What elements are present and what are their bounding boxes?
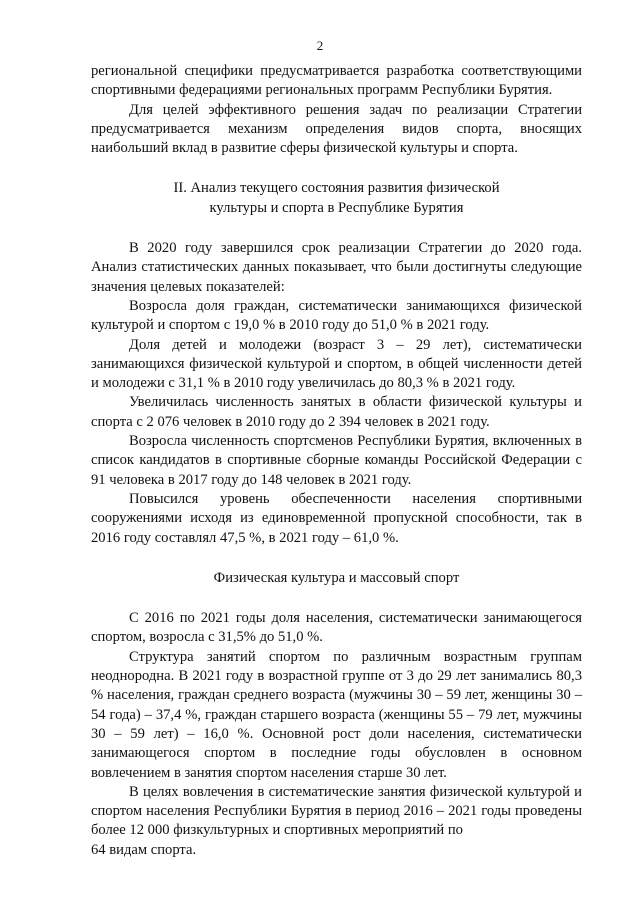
paragraph: Структура занятий спортом по различным возрастным группам неоднородна. В 2021 году в возрастной группе от 3 до 29 лет занимались 80,3 % населения, граждан среднего возраста (мужчины 30 – 59 лет, женщины 30 –54 года) – 37,4 %, граждан старшего возраста (женщины 55 – 79 лет, мужчины 30 – 59 лет) – 16,0 %. Основной рост доли населения, систематически занимающегося спортом в последние годы обусловлен в основном вовлечением в занятия спортом населения старше 30 лет. xyxy=(91,648,582,781)
subsection-heading: Физическая культура и массовый спорт xyxy=(213,569,460,586)
paragraph: 64 видам спорта. xyxy=(91,841,197,858)
paragraph: В целях вовлечения в систематические занятия физической культурой и спортом населения Республики Бурятия в период 2016 – 2021 годы проведены более 12 000 физкультурных и спортивных мероприятий по xyxy=(91,783,582,839)
section-heading-line: культуры и спорта в Республике Бурятия xyxy=(209,199,464,216)
paragraph: Возросла численность спортсменов Республики Бурятия, включенных в список кандидатов в спортивные сборные команды Российской Федерации с 91 человека в 2017 году до 148 человек в 2021 году. xyxy=(91,433,582,488)
paragraph: Для целей эффективного решения задач по реализации Стратегии предусматривается механизм определения видов спорта, вносящих наибольший вклад в развитие сферы физической культуры и спорта. xyxy=(91,101,582,157)
paragraph: Доля детей и молодежи (возраст 3 – 29 лет), систематически занимающихся физической культурой и спортом, в общей численности детей и молодежи с 31,1 % в 2010 году увеличилась до 80,3 % в 2021 году. xyxy=(91,336,582,392)
page-number: 2 xyxy=(316,38,324,53)
paragraph: Увеличилась численность занятых в области физической культуры и спорта с 2 076 человек в 2010 году до 2 394 человек в 2021 году. xyxy=(91,394,582,430)
paragraph: Возросла доля граждан, систематически занимающихся физической культурой и спортом с 19,0 % в 2010 году до 51,0 % в 2021 году. xyxy=(91,297,582,334)
section-heading-line: II. Анализ текущего состояния развития физической xyxy=(173,180,500,197)
paragraph: Повысился уровень обеспеченности населения спортивными сооружениями исходя из единовременной пропускной способности, так в 2016 году составлял 47,5 %, в 2021 году – 61,0 %. xyxy=(91,490,582,546)
document-body xyxy=(91,62,582,860)
paragraph: региональной специфики предусматривается разработка соответствующими спортивными федерациями региональных программ Республики Бурятия. xyxy=(91,63,582,99)
paragraph: В 2020 году завершился срок реализации Стратегии до 2020 года. Анализ статистических данных показывает, что были достигнуты следующие значения целевых показателей: xyxy=(91,240,582,295)
paragraph: С 2016 по 2021 годы доля населения, систематически занимающегося спортом, возросла с 31,5% до 51,0 %. xyxy=(91,610,582,646)
